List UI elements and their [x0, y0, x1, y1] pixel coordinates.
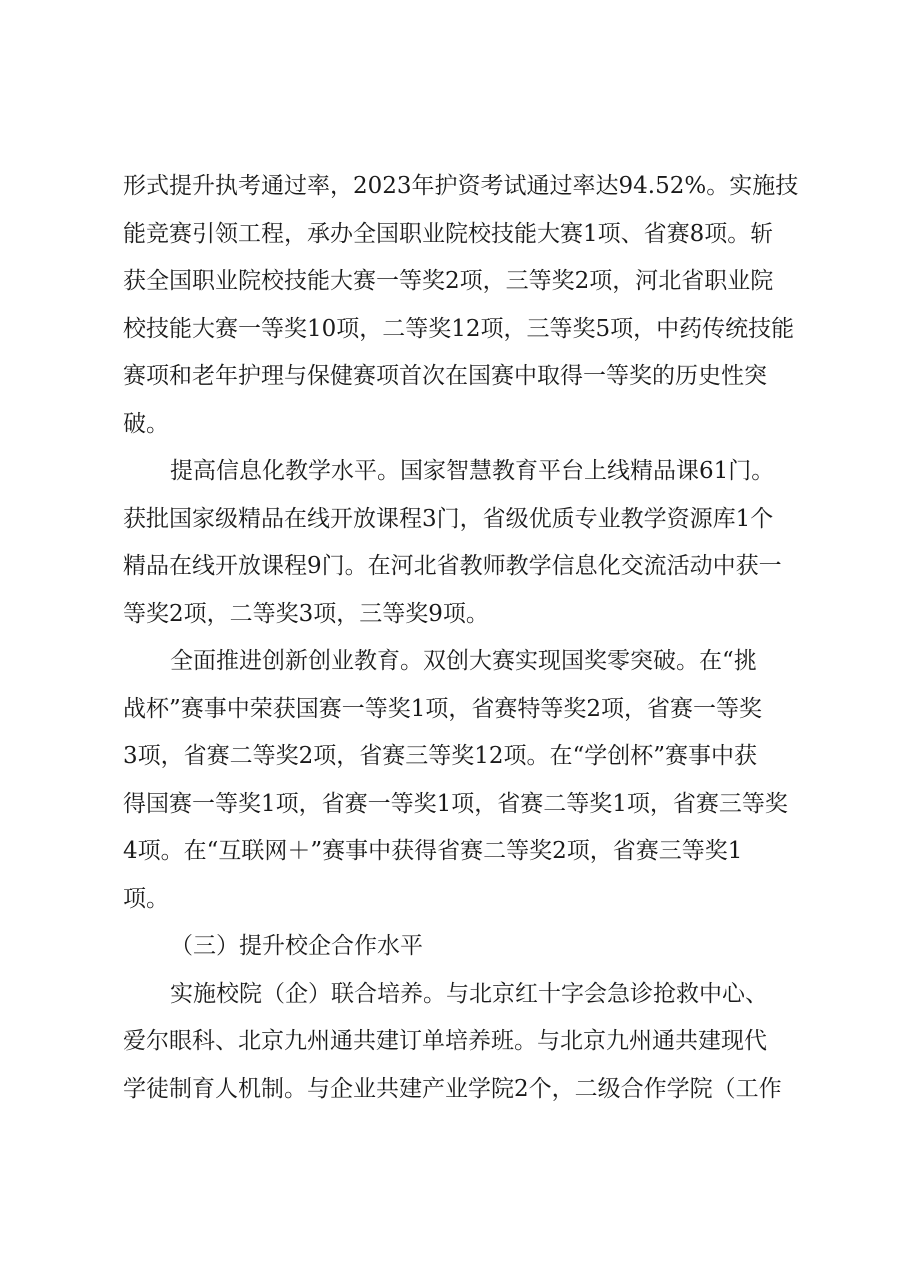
text-line: 形式提升执考通过率，2023年护资考试通过率达94.52%。实施技: [123, 173, 799, 199]
text-line: 能竞赛引领工程，承办全国职业院校技能大赛1项、省赛8项。斩: [123, 220, 774, 247]
text-line: 4项。在“互联网＋”赛事中获得省赛二等奖2项，省赛三等奖1: [123, 838, 743, 864]
text-line: 赛项和老年护理与保健赛项首次在国赛中取得一等奖的历史性突: [123, 363, 767, 389]
text-line: 全面推进创新创业教育。双创大赛实现国奖零突破。在“挑: [170, 648, 757, 674]
text-line: 获全国职业院校技能大赛一等奖2项，三等奖2项，河北省职业院: [123, 268, 774, 294]
text-line: 战杯”赛事中荣获国赛一等奖1项，省赛特等奖2项，省赛一等奖: [123, 695, 763, 722]
section-heading-block: [123, 923, 823, 971]
text-line: 校技能大赛一等奖10项，二等奖12项，三等奖5项，中药传统技能: [123, 315, 795, 342]
paragraph-skills-competition: [123, 163, 823, 448]
text-line: 实施校院（企）联合培养。与北京红十字会急诊抢救中心、: [170, 980, 768, 1007]
text-line: 得国赛一等奖1项，省赛一等奖1项，省赛二等奖1项，省赛三等奖: [123, 790, 788, 817]
text-line: 精品在线开放课程9门。在河北省教师教学信息化交流活动中获一: [123, 553, 782, 579]
text-line: 项。: [123, 885, 169, 912]
text-line: 学徒制育人机制。与企业共建产业学院2个，二级合作学院（工作: [123, 1075, 782, 1102]
paragraph-information-teaching: [123, 448, 823, 638]
text-line: 破。: [123, 410, 169, 437]
text-line: 爱尔眼科、北京九州通共建订单培养班。与北京九州通共建现代: [123, 1028, 767, 1054]
paragraph-school-enterprise: [123, 971, 823, 1114]
document-body: [123, 163, 823, 1113]
text-line: 3项，省赛二等奖2项，省赛三等奖12项。在“学创杯”赛事中获: [123, 743, 758, 769]
paragraph-innovation-education: [123, 638, 823, 923]
text-line: 等奖2项，二等奖3项，三等奖9项。: [123, 600, 489, 627]
text-line: 获批国家级精品在线开放课程3门，省级优质专业教学资源库1个: [123, 505, 774, 532]
text-line: 提高信息化教学水平。国家智慧教育平台上线精品课61门。: [170, 458, 775, 484]
section-heading: （三）提升校企合作水平: [170, 933, 423, 959]
